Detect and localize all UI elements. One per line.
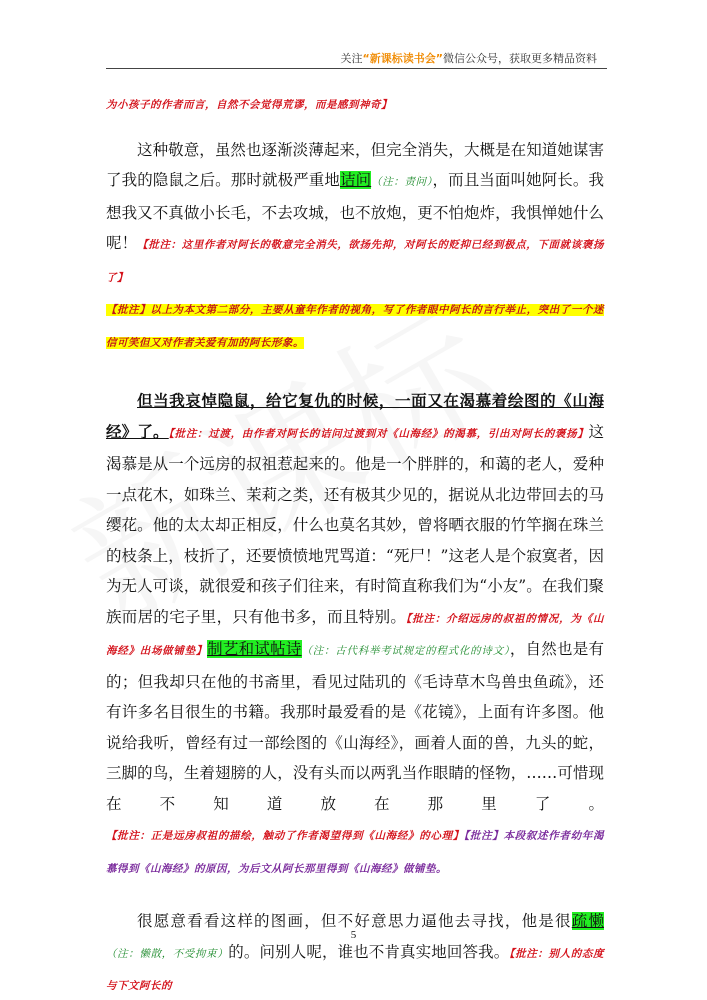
highlighted-term: 诘问 bbox=[339, 171, 372, 189]
page-header bbox=[341, 50, 597, 66]
page-number: 5 bbox=[350, 929, 357, 941]
gloss: （注：古代科举考试规定的程式化的诗文） bbox=[301, 645, 510, 657]
paragraph-text: 这渴慕是从一个远房的叔祖惹起来的。他是一个胖胖的，和蔼的老人，爱种一点花木，如珠兰、茉莉之类，还有极其少见的，据说从北边带回去的马缨花。他的太太却正相反，什么也莫名其妙，曾将晒衣服的竹竿搁在珠兰的枝条上，枝折了，还要愤愤地咒骂道：“死尸！”这老人是个寂寞者，因为无人可谈，就很爱和孩子们往来，有时简直称我们为“小友”。在我们聚族而居的宅子里，只有他书多，而且特别。 bbox=[106, 422, 604, 626]
annotation: 为小孩子的作者而言，自然不会觉得荒谬，而是感到神奇】 bbox=[106, 99, 392, 111]
paragraph-text: 很愿意看看这样的图画，但不好意思力逼他去寻找，他是很 bbox=[137, 912, 572, 930]
annotation: 【批注：别人的态度与下文阿长的 bbox=[106, 947, 604, 992]
header-prefix: 关注 bbox=[340, 52, 363, 65]
section-summary bbox=[106, 293, 604, 358]
paragraph-text: ，自然也是有的；但我却只在他的书斋里，看见过陆玑的《毛诗草木鸟兽虫鱼疏》，还有许多名目很生的书籍。我那时最爱看的是《花镜》，上面有许多图。他说给我听，曾经有过一部绘图的《山海经》，画着人面的兽，九头的蛇，三脚的鸟，生着翅膀的人，没有头而以两乳当作眼睛的怪物，……可惜现在不知道放在那里了。 bbox=[106, 640, 604, 813]
header-suffix: 微信公众号，获取更多精品资料 bbox=[443, 52, 597, 65]
paragraph bbox=[106, 386, 604, 884]
header-divider bbox=[106, 68, 607, 69]
annotation: 【批注：过渡，由作者对阿长的诘问过渡到对《山海经》的渴慕，引出对阿长的褒扬】 bbox=[168, 427, 589, 440]
gloss: （注：责问） bbox=[371, 176, 433, 188]
document-body bbox=[106, 88, 604, 1000]
topic-sentence: 但当我哀悼隐鼠，给它复仇的时候，一面又在渴慕着绘图的《山海经》了。 bbox=[106, 391, 604, 441]
paragraph bbox=[106, 135, 604, 294]
paragraph-text: 这种敬意，虽然也逐渐淡薄起来，但完全消失，大概是在知道她谋害了我的隐鼠之后。那时就极严重地 bbox=[106, 140, 604, 189]
annotation-summary: 【批注】本段叙述作者幼年渴慕得到《山海经》的原因，为后文从阿长那里得到《山海经》做铺垫。 bbox=[106, 830, 604, 875]
paragraph-text: 的。问别人呢，谁也不肯真实地回答我。 bbox=[228, 942, 510, 961]
gloss: （注：懒散，不受拘束） bbox=[106, 947, 229, 960]
annotation-continued bbox=[106, 88, 604, 121]
paragraph bbox=[106, 906, 604, 1000]
highlighted-term: 制艺和试帖诗 bbox=[207, 640, 302, 658]
header-brand: “新课标读书会” bbox=[362, 52, 443, 65]
annotation: 【批注：介绍远房的叔祖的情况，为《山海经》出场做铺垫】 bbox=[106, 612, 604, 657]
paragraph-text: ，而且当面叫她阿长。我想我又不真做小长毛，不去攻城，也不放炮，更不怕炮炸，我惧惮她什么呢！ bbox=[106, 171, 604, 252]
section-summary-note: 【批注】以上为本文第二部分，主要从童年作者的视角，写了作者眼中阿长的言行举止，突出了一个迷信可笑但又对作者关爱有加的阿长形象。 bbox=[106, 304, 604, 349]
highlighted-term: 疏懒 bbox=[571, 912, 604, 930]
annotation: 【批注：正是远房叔祖的描绘，触动了作者渴望得到《山海经》的心理】 bbox=[106, 830, 464, 842]
annotation: 【批注：这里作者对阿长的敬意完全消失，欲扬先抑，对阿长的贬抑已经到极点，下面就该褒扬了】 bbox=[106, 239, 604, 284]
